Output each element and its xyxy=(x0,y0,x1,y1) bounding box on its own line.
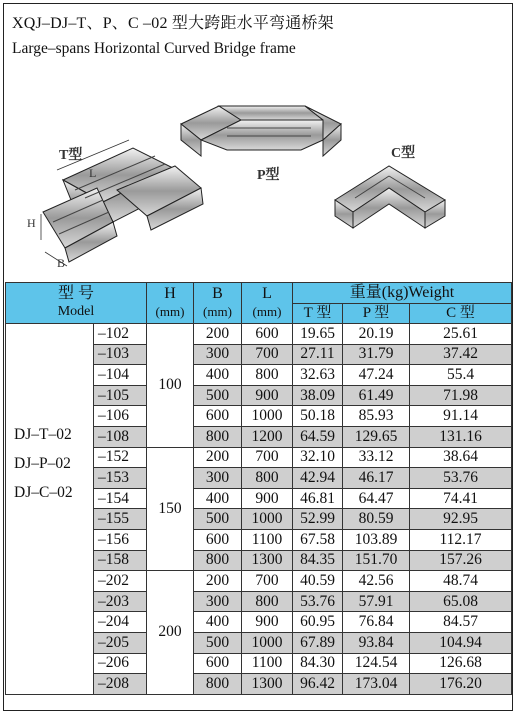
h-header-unit: (mm) xyxy=(155,304,185,319)
b-value-cell: 200 xyxy=(194,571,242,592)
l-value-cell: 1000 xyxy=(242,509,293,530)
p-value-cell: 42.56 xyxy=(343,571,410,592)
p-type-header: P 型 xyxy=(343,304,410,324)
l-header-unit: (mm) xyxy=(252,304,282,319)
p-value-cell: 61.49 xyxy=(343,385,410,406)
page-title: XQJ–DJ–T、P、C –02 型大跨距水平弯通桥架 xyxy=(12,15,334,32)
b-value-cell: 500 xyxy=(194,632,242,653)
t-value-cell: 50.18 xyxy=(293,406,343,427)
p-value-cell: 103.89 xyxy=(343,529,410,550)
code-cell: –203 xyxy=(94,591,147,612)
b-value-cell: 300 xyxy=(194,468,242,489)
model-cell xyxy=(6,324,94,695)
t-value-cell: 42.94 xyxy=(293,468,343,489)
weight-header: 重量(kg)Weight xyxy=(293,283,512,304)
t-value-cell: 53.76 xyxy=(293,591,343,612)
t-value-cell: 67.58 xyxy=(293,529,343,550)
c-value-cell: 38.64 xyxy=(410,447,512,468)
b-value-cell: 600 xyxy=(194,529,242,550)
l-value-cell: 800 xyxy=(242,591,293,612)
l-value-cell: 1000 xyxy=(242,406,293,427)
t-value-cell: 60.95 xyxy=(293,612,343,633)
c-type-drawing xyxy=(335,166,445,228)
code-cell: –155 xyxy=(94,509,147,530)
code-cell: –103 xyxy=(94,344,147,365)
t-type-header: T 型 xyxy=(293,304,343,324)
p-value-cell: 57.91 xyxy=(343,591,410,612)
t-value-cell: 46.81 xyxy=(293,488,343,509)
c-value-cell: 25.61 xyxy=(410,324,512,345)
code-cell: –208 xyxy=(94,674,147,695)
b-value-cell: 400 xyxy=(194,612,242,633)
c-value-cell: 53.76 xyxy=(410,468,512,489)
c-value-cell: 37.42 xyxy=(410,344,512,365)
t-value-cell: 84.35 xyxy=(293,550,343,571)
b-value-cell: 400 xyxy=(194,365,242,386)
h-header-label: H xyxy=(164,285,176,302)
b-value-cell: 500 xyxy=(194,509,242,530)
p-value-cell: 173.04 xyxy=(343,674,410,695)
b-value-cell: 500 xyxy=(194,385,242,406)
l-value-cell: 800 xyxy=(242,468,293,489)
dimension-l-label: L xyxy=(89,166,97,180)
c-value-cell: 84.57 xyxy=(410,612,512,633)
c-value-cell: 92.95 xyxy=(410,509,512,530)
l-value-cell: 700 xyxy=(242,447,293,468)
p-value-cell: 31.79 xyxy=(343,344,410,365)
code-cell: –204 xyxy=(94,612,147,633)
l-header-label: L xyxy=(262,285,272,302)
b-header-label: B xyxy=(212,285,223,302)
code-cell: –153 xyxy=(94,468,147,489)
l-value-cell: 700 xyxy=(242,344,293,365)
h-cell: 150 xyxy=(147,447,194,571)
dimension-h-label: H xyxy=(27,216,36,230)
c-value-cell: 55.4 xyxy=(410,365,512,386)
l-value-cell: 600 xyxy=(242,324,293,345)
p-value-cell: 124.54 xyxy=(343,653,410,674)
p-value-cell: 80.59 xyxy=(343,509,410,530)
p-value-cell: 20.19 xyxy=(343,324,410,345)
t-value-cell: 19.65 xyxy=(293,324,343,345)
spec-table-body xyxy=(6,324,512,695)
t-value-cell: 40.59 xyxy=(293,571,343,592)
l-value-cell: 900 xyxy=(242,488,293,509)
code-cell: –156 xyxy=(94,529,147,550)
code-cell: –106 xyxy=(94,406,147,427)
l-value-cell: 1200 xyxy=(242,426,293,447)
b-value-cell: 600 xyxy=(194,406,242,427)
t-value-cell: 32.63 xyxy=(293,365,343,386)
c-value-cell: 71.98 xyxy=(410,385,512,406)
l-value-cell: 1100 xyxy=(242,529,293,550)
l-value-cell: 1100 xyxy=(242,653,293,674)
code-cell: –154 xyxy=(94,488,147,509)
code-cell: –206 xyxy=(94,653,147,674)
b-value-cell: 200 xyxy=(194,324,242,345)
h-cell: 100 xyxy=(147,324,194,448)
b-value-cell: 200 xyxy=(194,447,242,468)
c-value-cell: 126.68 xyxy=(410,653,512,674)
spec-table xyxy=(5,282,512,695)
p-value-cell: 46.17 xyxy=(343,468,410,489)
t-value-cell: 67.89 xyxy=(293,632,343,653)
c-type-header: C 型 xyxy=(410,304,512,324)
p-value-cell: 151.70 xyxy=(343,550,410,571)
model-header xyxy=(6,283,147,324)
c-value-cell: 104.94 xyxy=(410,632,512,653)
p-type-drawing xyxy=(181,106,341,156)
model-name: DJ–T–02 xyxy=(14,426,72,443)
p-value-cell: 85.93 xyxy=(343,406,410,427)
model-header-cn: 型 号 xyxy=(57,285,94,302)
t-type-drawing xyxy=(43,148,203,262)
code-cell: –102 xyxy=(94,324,147,345)
t-value-cell: 96.42 xyxy=(293,674,343,695)
b-value-cell: 600 xyxy=(194,653,242,674)
page-subtitle: Large–spans Horizontal Curved Bridge frame xyxy=(12,40,296,57)
model-name: DJ–P–02 xyxy=(14,455,71,472)
model-header-en: Model xyxy=(57,304,95,319)
dimension-b-label: B xyxy=(57,256,66,270)
c-type-label: C型 xyxy=(391,146,416,161)
t-value-cell: 38.09 xyxy=(293,385,343,406)
t-value-cell: 32.10 xyxy=(293,447,343,468)
b-value-cell: 300 xyxy=(194,344,242,365)
l-header xyxy=(242,283,293,324)
c-value-cell: 131.16 xyxy=(410,426,512,447)
l-value-cell: 1300 xyxy=(242,550,293,571)
c-value-cell: 91.14 xyxy=(410,406,512,427)
t-value-cell: 27.11 xyxy=(293,344,343,365)
code-cell: –105 xyxy=(94,385,147,406)
l-value-cell: 900 xyxy=(242,385,293,406)
b-value-cell: 800 xyxy=(194,426,242,447)
t-value-cell: 64.59 xyxy=(293,426,343,447)
p-value-cell: 93.84 xyxy=(343,632,410,653)
b-header xyxy=(194,283,242,324)
b-header-unit: (mm) xyxy=(203,304,232,319)
b-value-cell: 400 xyxy=(194,488,242,509)
l-value-cell: 900 xyxy=(242,612,293,633)
t-value-cell: 84.30 xyxy=(293,653,343,674)
code-cell: –104 xyxy=(94,365,147,386)
c-value-cell: 74.41 xyxy=(410,488,512,509)
code-cell: –158 xyxy=(94,550,147,571)
p-value-cell: 76.84 xyxy=(343,612,410,633)
h-cell: 200 xyxy=(147,571,194,695)
t-type-label: T型 xyxy=(59,148,83,163)
l-value-cell: 1300 xyxy=(242,674,293,695)
h-header xyxy=(147,283,194,324)
c-value-cell: 157.26 xyxy=(410,550,512,571)
c-value-cell: 112.17 xyxy=(410,529,512,550)
l-value-cell: 700 xyxy=(242,571,293,592)
model-name: DJ–C–02 xyxy=(14,484,73,501)
p-value-cell: 129.65 xyxy=(343,426,410,447)
l-value-cell: 800 xyxy=(242,365,293,386)
c-value-cell: 65.08 xyxy=(410,591,512,612)
l-value-cell: 1000 xyxy=(242,632,293,653)
product-illustration xyxy=(5,70,511,282)
b-value-cell: 800 xyxy=(194,674,242,695)
p-type-label: P型 xyxy=(257,168,280,183)
p-value-cell: 47.24 xyxy=(343,365,410,386)
code-cell: –202 xyxy=(94,571,147,592)
c-value-cell: 176.20 xyxy=(410,674,512,695)
code-cell: –108 xyxy=(94,426,147,447)
t-value-cell: 52.99 xyxy=(293,509,343,530)
table-row xyxy=(6,324,512,345)
code-cell: –152 xyxy=(94,447,147,468)
p-value-cell: 33.12 xyxy=(343,447,410,468)
b-value-cell: 800 xyxy=(194,550,242,571)
c-value-cell: 48.74 xyxy=(410,571,512,592)
code-cell: –205 xyxy=(94,632,147,653)
b-value-cell: 300 xyxy=(194,591,242,612)
p-value-cell: 64.47 xyxy=(343,488,410,509)
